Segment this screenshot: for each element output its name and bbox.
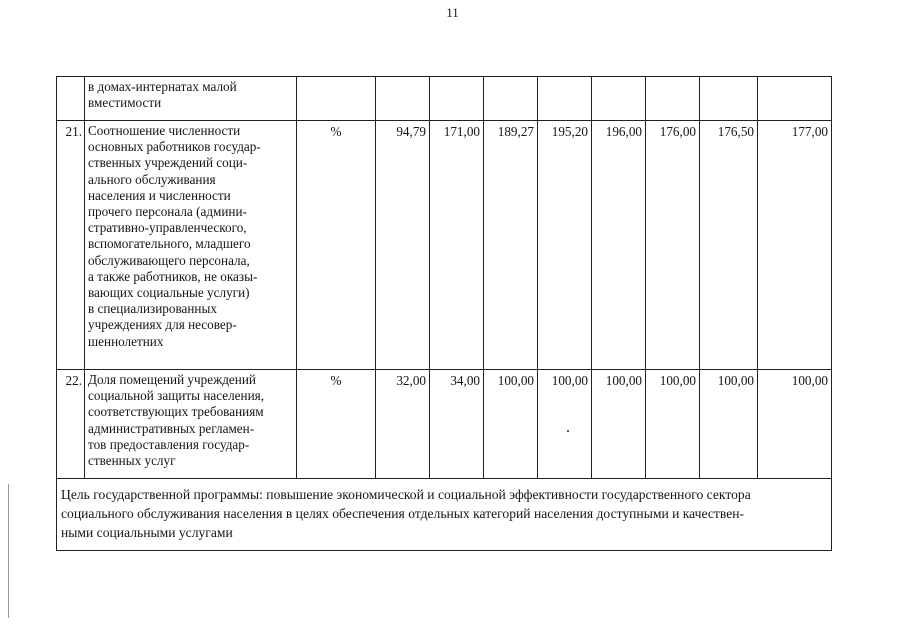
description-line: вспомогательного, младшего [88,236,251,252]
description-line: в специализированных [88,301,217,317]
value-cell [430,77,484,121]
goal-line: ными социальными услугами [61,525,233,540]
value-cell: 100,00 [592,370,646,479]
value-cell [538,77,592,121]
description-line: прочего персонала (админи- [88,204,247,220]
scan-edge-mark [8,484,9,618]
value-cell [592,77,646,121]
row-description [85,121,297,370]
value-cell: 100,00 [758,370,832,479]
description-line: ственных учреждений соци- [88,155,248,171]
goal-row [57,479,832,551]
value-cell [758,77,832,121]
value-cell: 32,00 [376,370,430,479]
value-cell [484,77,538,121]
row-unit: % [297,121,376,370]
goal-line: Цель государственной программы: повышение экономической и социальной эффективности государственного сектора [61,487,751,502]
value-cell [700,77,758,121]
value-cell: 189,27 [484,121,538,370]
description-line: в домах-интернатах малой [88,79,237,94]
value-cell [376,77,430,121]
description-line: стративно-управленческого, [88,220,247,236]
table-row [57,77,832,121]
description-line: населения и численности [88,187,231,203]
table-row [57,121,832,370]
goal-line: социального обслуживания населения в целях обеспечения отдельных категорий населения доступными и качествен- [61,506,745,521]
row-index [57,77,85,121]
value-cell: 94,79 [376,121,430,370]
row-unit [297,77,376,121]
indicators-table [56,76,832,551]
row-index: 21. [57,121,85,370]
value-cell [646,77,700,121]
description-line: административных регламен- [88,420,255,436]
description-line: ственных услуг [88,453,176,469]
description-line: обслуживающего персонала, [88,252,250,268]
description-line: Доля помещений учреждений [88,372,256,387]
row-description [85,77,297,121]
value-cell: 100,00 [646,370,700,479]
value-cell: 177,00 [758,121,832,370]
value-cell: 176,50 [700,121,758,370]
description-line: социальной защиты населения, [88,388,265,404]
description-line: учреждениях для несовер- [88,317,237,333]
description-line: вместимости [88,95,162,111]
description-line: Соотношение численности [88,123,241,138]
value-cell: 195,20 [538,121,592,370]
value-cell: 176,00 [646,121,700,370]
value-cell: 100,00 [484,370,538,479]
value-cell: 100,00 [538,370,592,479]
row-description [85,370,297,479]
program-goal [57,479,832,551]
value-cell: 34,00 [430,370,484,479]
description-line: основных работников государ- [88,139,261,155]
row-index: 22. [57,370,85,479]
table-row [57,370,832,479]
value-cell: 171,00 [430,121,484,370]
row-unit: % [297,370,376,479]
description-line: вающих социальные услуги) [88,285,250,301]
description-line: а также работников, не оказы- [88,268,258,284]
scan-speck [567,430,569,432]
description-line: соответствующих требованиям [88,404,264,420]
value-cell: 100,00 [700,370,758,479]
value-cell: 196,00 [592,121,646,370]
description-line: ального обслуживания [88,171,216,187]
description-line: шеннолетних [88,333,164,349]
description-line: тов предоставления государ- [88,436,250,452]
page-number: 11 [446,5,459,20]
